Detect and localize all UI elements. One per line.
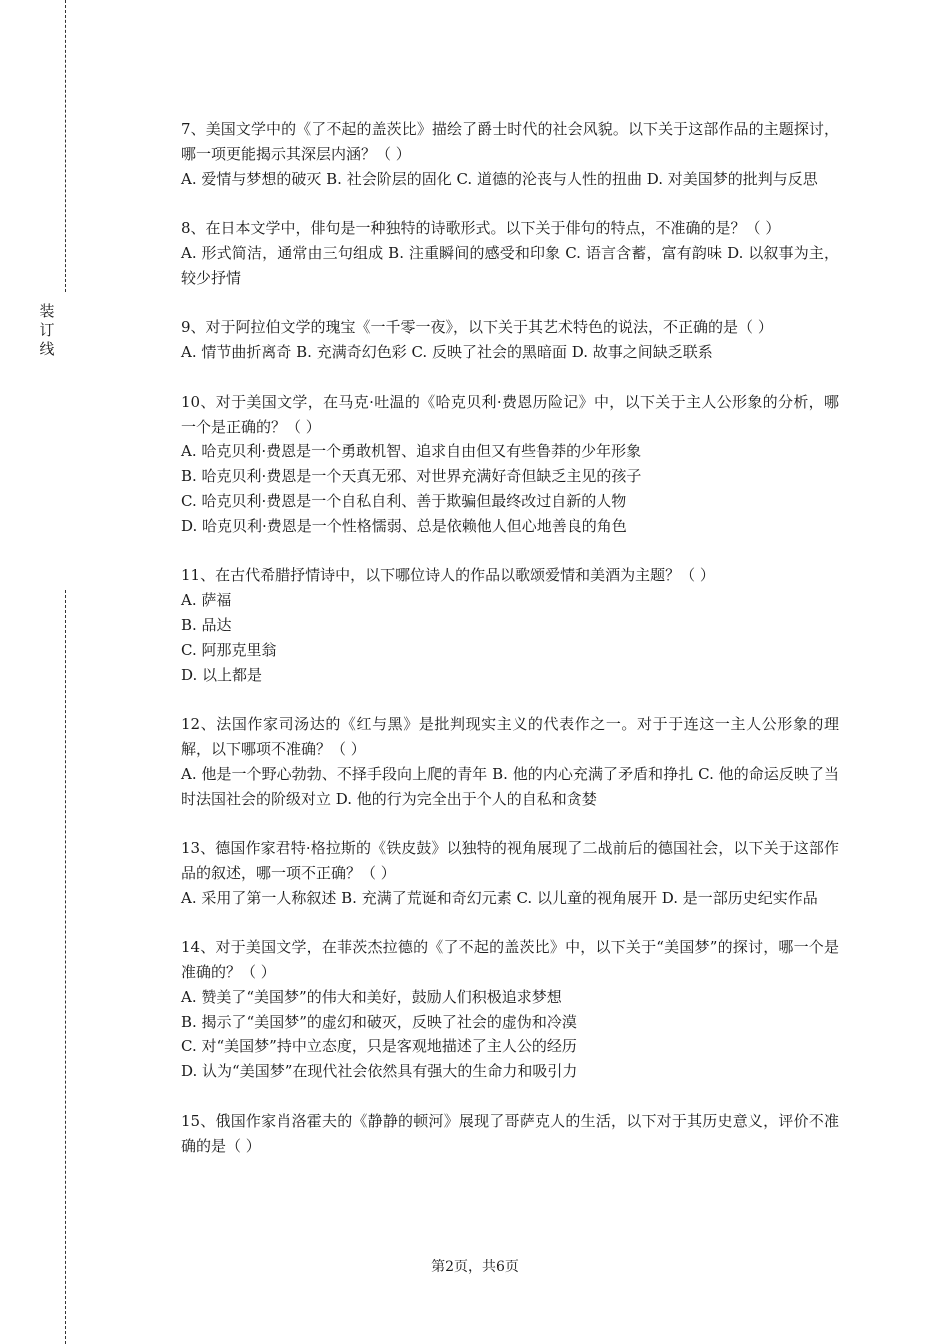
option-a: A. 萨福 <box>181 591 232 610</box>
option-a: A. 哈克贝利·费恩是一个勇敢机智、追求自由但又有些鲁莽的少年形象 <box>181 442 642 461</box>
question-options: A. 爱情与梦想的破灭 B. 社会阶层的固化 C. 道德的沦丧与人性的扭曲 D. 对美国梦的批判与反思 <box>181 169 818 188</box>
option-d: D. 以上都是 <box>181 665 263 684</box>
question-9 <box>181 315 839 365</box>
question-13 <box>181 836 839 910</box>
question-7 <box>181 117 839 191</box>
option-b: B. 哈克贝利·费恩是一个天真无邪、对世界充满好奇但缺乏主见的孩子 <box>181 467 642 486</box>
binding-label-char: 订 <box>39 321 55 339</box>
option-c: C. 阿那克里翁 <box>181 640 277 659</box>
binding-label <box>38 302 56 359</box>
option-c: C. 哈克贝利·费恩是一个自私自利、善于欺骗但最终改过自新的人物 <box>181 491 627 510</box>
question-stem: 7、美国文学中的《了不起的盖茨比》描绘了爵士时代的社会风貌。以下关于这部作品的主题探讨，哪一项更能揭示其深层内涵？（ ） <box>181 120 839 163</box>
option-a: A. 赞美了“美国梦”的伟大和美好，鼓励人们积极追求梦想 <box>181 987 562 1006</box>
binding-dashed-line-top <box>65 0 66 292</box>
binding-dashed-line-bottom <box>65 590 66 1344</box>
question-stem: 15、俄国作家肖洛霍夫的《静静的顿河》展现了哥萨克人的生活，以下对于其历史意义，评价不准确的是（ ） <box>181 1111 839 1155</box>
question-options: A. 采用了第一人称叙述 B. 充满了荒诞和奇幻元素 C. 以儿童的视角展开 D. 是一部历史纪实作品 <box>181 888 818 907</box>
binding-label-char: 装 <box>39 302 55 320</box>
question-15 <box>181 1109 839 1159</box>
option-b: B. 品达 <box>181 615 232 634</box>
option-c: C. 对“美国梦”持中立态度，只是客观地描述了主人公的经历 <box>181 1037 577 1056</box>
binding-label-char: 线 <box>39 340 55 358</box>
page-number: 第2页，共6页 <box>431 1259 519 1275</box>
option-b: B. 揭示了“美国梦”的虚幻和破灭，反映了社会的虚伪和冷漠 <box>181 1012 577 1031</box>
question-stem: 11、在古代希腊抒情诗中，以下哪位诗人的作品以歌颂爱情和美酒为主题？（ ） <box>181 566 715 585</box>
question-8 <box>181 216 839 290</box>
question-stem: 13、德国作家君特·格拉斯的《铁皮鼓》以独特的视角展现了二战前后的德国社会，以下关于这部作品的叙述，哪一项不正确？（ ） <box>181 839 839 882</box>
question-10 <box>181 390 839 539</box>
question-stem: 14、对于美国文学，在菲茨杰拉德的《了不起的盖茨比》中，以下关于“美国梦”的探讨，哪一个是准确的？（ ） <box>181 938 839 982</box>
option-d: D. 认为“美国梦”在现代社会依然具有强大的生命力和吸引力 <box>181 1062 578 1081</box>
question-options: A. 形式简洁，通常由三句组成 B. 注重瞬间的感受和印象 C. 语言含蓄，富有韵味 D. 以叙事为主，较少抒情 <box>181 243 839 287</box>
question-stem: 10、对于美国文学，在马克·吐温的《哈克贝利·费恩历险记》中，以下关于主人公形象的分析，哪一个是正确的？（ ） <box>181 392 839 436</box>
question-14 <box>181 935 839 1084</box>
question-12 <box>181 712 839 811</box>
option-d: D. 哈克贝利·费恩是一个性格懦弱、总是依赖他人但心地善良的角色 <box>181 516 627 535</box>
question-11 <box>181 563 839 687</box>
question-options: A. 他是一个野心勃勃、不择手段向上爬的青年 B. 他的内心充满了矛盾和挣扎 C. 他的命运反映了当时法国社会的阶级对立 D. 他的行为完全出于个人的自私和贪婪 <box>181 764 839 808</box>
question-stem: 8、在日本文学中，俳句是一种独特的诗歌形式。以下关于俳句的特点，不准确的是？（ ） <box>181 219 781 238</box>
question-list <box>181 117 839 1183</box>
question-stem: 12、法国作家司汤达的《红与黑》是批判现实主义的代表作之一。对于于连这一主人公形象的理解，以下哪项不准确？（ ） <box>181 715 839 758</box>
page-footer <box>0 1257 950 1277</box>
question-stem: 9、对于阿拉伯文学的瑰宝《一千零一夜》，以下关于其艺术特色的说法，不正确的是（ ） <box>181 318 773 337</box>
question-options: A. 情节曲折离奇 B. 充满奇幻色彩 C. 反映了社会的黑暗面 D. 故事之间缺乏联系 <box>181 343 713 362</box>
